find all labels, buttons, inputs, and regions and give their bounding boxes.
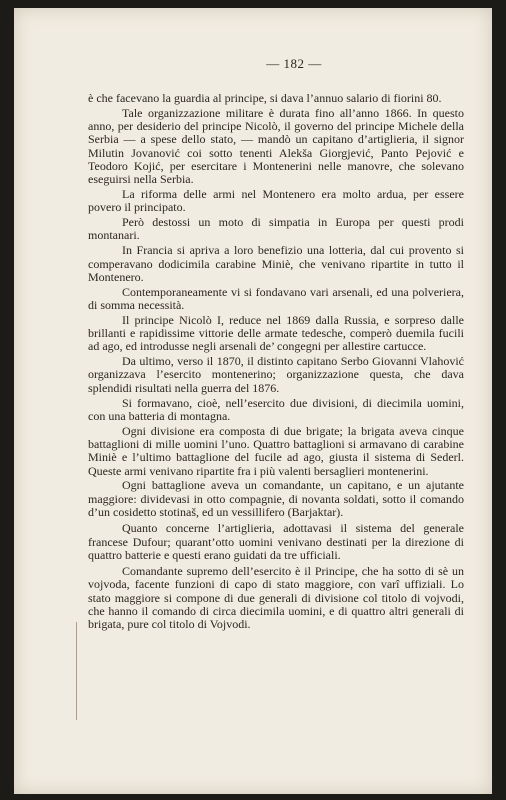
paragraph: è che facevano la guardia al principe, si dava l’annuo salario di fiorini 80. xyxy=(88,91,442,105)
margin-pencil-mark xyxy=(76,622,87,720)
paragraph: Però destossi un moto di simpatia in Europa per questi prodi montanari. xyxy=(88,215,464,243)
paragraph: Ogni divisione era composta di due brigate; la brigata aveva cinque battaglioni di mille uomini l’uno. Quattro battaglioni si armavano di carabine Miniè e l’ultimo battaglione del fucile ad ago, giusta il sistema di Sederl. Queste armi venivano ripartite fra i più valenti bersaglieri montenerini. xyxy=(88,423,464,478)
paragraph: La riforma delle armi nel Montenero era molto ardua, per essere povero il principato. xyxy=(88,187,464,215)
book-page xyxy=(14,8,492,794)
paragraph: Contemporaneamente vi si fondavano vari arsenali, ed una polveriera, di somma necessità. xyxy=(88,284,464,312)
paragraph: Il principe Nicolò I, reduce nel 1869 dalla Russia, e sorpreso dalle brillanti e rapidissime vittorie delle armate tedesche, comperò duemila fucili ad ago, ed introdusse negli arsenali de’ congegni per allestire cartucce. xyxy=(88,312,464,354)
paragraph: Si formavano, cioè, nell’esercito due divisioni, di diecimila uomini, con una batteria di montagna. xyxy=(88,395,464,423)
page-number: — 182 — xyxy=(266,56,322,71)
body-text xyxy=(88,92,464,633)
paragraph: Da ultimo, verso il 1870, il distinto capitano Serbo Giovanni Vlahović organizzava l’esercito montenerino; organizzazione questa, che dava splendidi risultati nella guerra del 1876. xyxy=(88,354,464,395)
paragraph: Tale organizzazione militare è durata fino all’anno 1866. In questo anno, per desiderio del principe Nicolò, il governo del principe Michele della Serbia — a spese dello stato, — mandò un capitano d’artiglieria, il signor Milutin Jovanović coi sotto tenenti Alekša Giorgjević, Panto Pejović e Teodoro Kojić, per esercitare i Montenerini nelle manovre, che solevano eseguirsi nella Serbia. xyxy=(88,105,464,187)
paragraph: Comandante supremo dell’esercito è il Principe, che ha sotto di sè un vojvoda, facente funzioni di capo di stato maggiore, con varî uffiziali. Lo stato maggiore si compone di due generali di divisione col titolo di vojvodi, che hanno il comando di circa diecimila uomini, e di quattro altri generali di brigata, pure col titolo di Vojvodi. xyxy=(88,564,464,632)
paragraph: Ogni battaglione aveva un comandante, un capitano, e un ajutante maggiore: dividevasi in otto compagnie, di novanta soldati, sotto il comando d’un cosidetto stotinaš, ed un vessillifero (Barjaktar). xyxy=(88,478,464,519)
paragraph: Quanto concerne l’artiglieria, adottavasi il sistema del generale francese Dufour; quarant’otto uomini venivano destinati per la direzione di quattro batterie e questi erano guidati da tre ufficiali. xyxy=(88,521,464,562)
paragraph: In Francia si apriva a loro benefizio una lotteria, dal cui provento si comperavano dodicimila carabine Miniè, che venivano ripartite in tutto il Montenero. xyxy=(88,243,464,284)
